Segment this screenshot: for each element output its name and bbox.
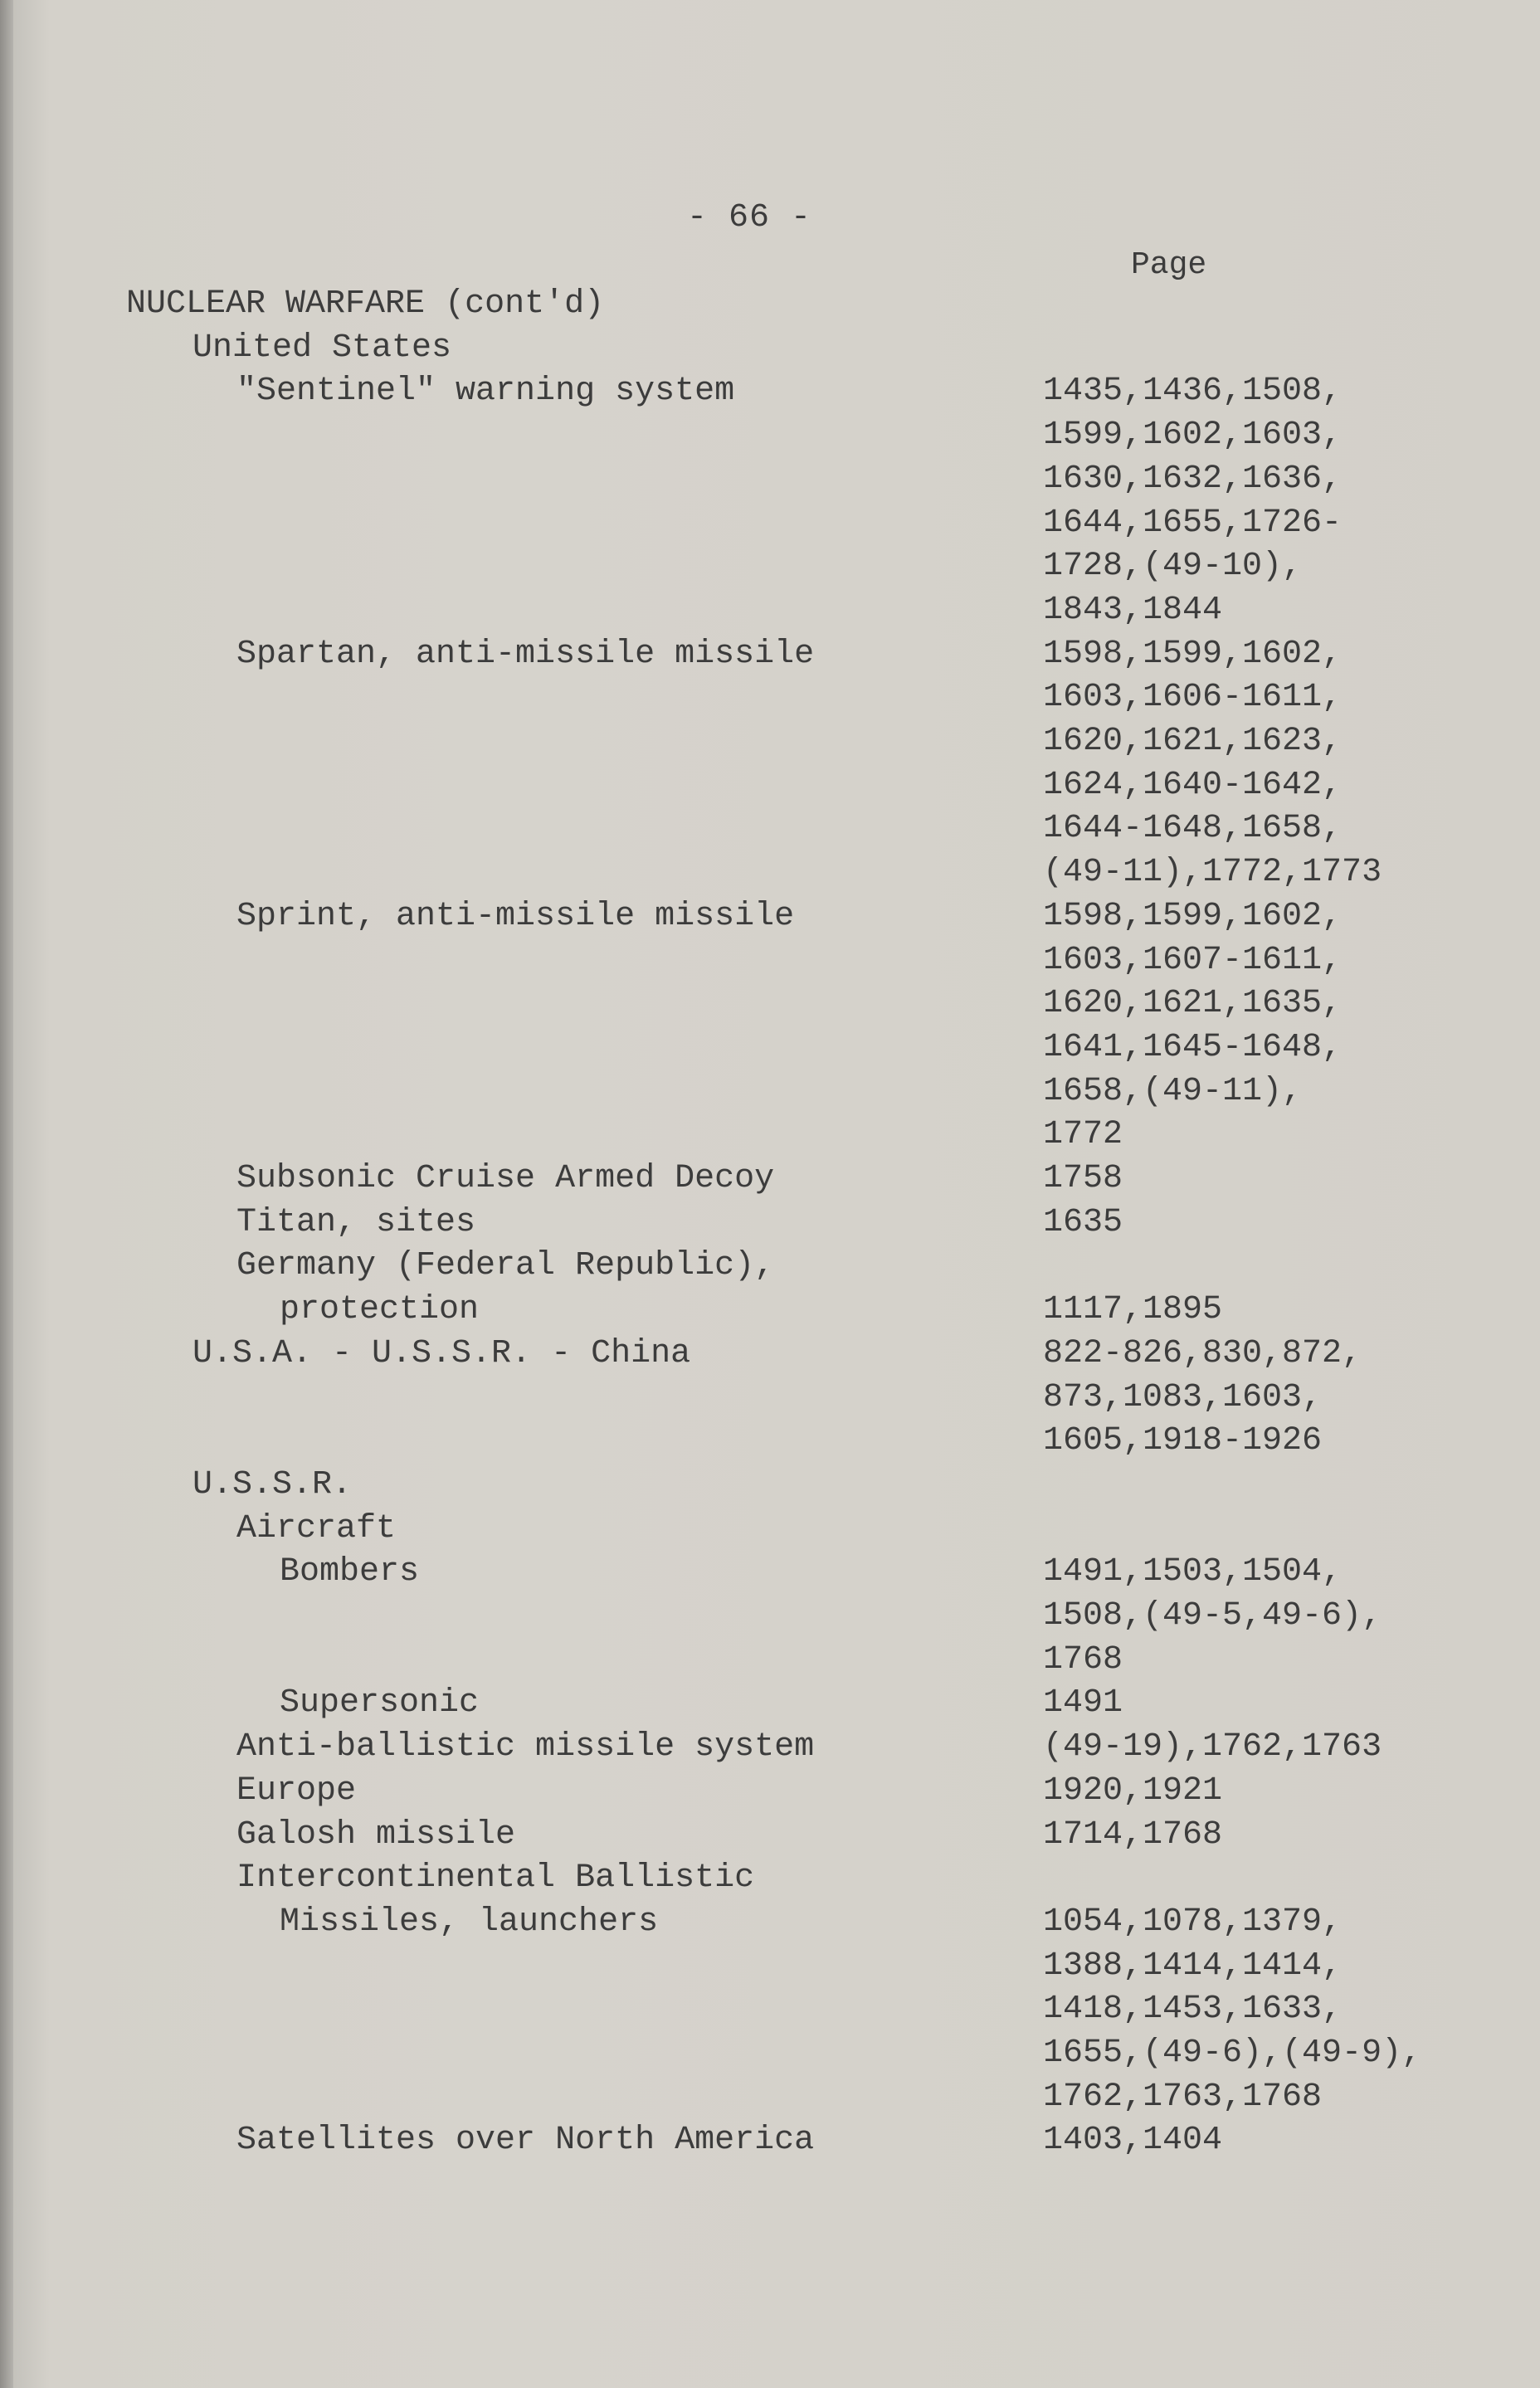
index-pages: 1644,1655,1726- [1043,504,1343,542]
index-pages: 1054,1078,1379, [1043,1903,1343,1941]
index-row [0,1856,1540,1900]
index-pages: 1117,1895 [1043,1291,1223,1329]
index-pages: 1655,(49-6),(49-9), [1043,2035,1422,2072]
index-pages: 1603,1606-1611, [1043,679,1343,717]
index-row [0,675,1540,719]
index-pages: 1624,1640-1642, [1043,766,1343,804]
index-pages: 1508,(49-5,49-6), [1043,1597,1382,1635]
index-pages: 1598,1599,1602, [1043,897,1343,935]
index-row [0,326,1540,370]
index-row [0,938,1540,982]
index-pages: 1491,1503,1504, [1043,1553,1343,1591]
index-row [0,457,1540,501]
index-row [0,719,1540,763]
index-row [0,850,1540,894]
index-row [0,501,1540,545]
index-pages: 1388,1414,1414, [1043,1947,1343,1985]
index-term: Bombers [280,1553,420,1591]
index-pages: 822-826,830,872, [1043,1334,1362,1372]
index-row [0,1376,1540,1420]
index-row [0,588,1540,632]
index-pages: 1641,1645-1648, [1043,1028,1343,1066]
index-pages: 1599,1602,1603, [1043,417,1343,455]
index-term: Europe [236,1772,357,1810]
index-term: Germany (Federal Republic), [236,1247,775,1285]
index-row [0,982,1540,1026]
index-term: Galosh missile [236,1815,516,1854]
index-term: Aircraft [236,1509,397,1547]
index-pages: (49-11),1772,1773 [1043,854,1382,892]
index-row [0,1201,1540,1245]
index-row [0,369,1540,413]
index-term: protection [280,1291,480,1329]
index-term: Intercontinental Ballistic [236,1859,755,1898]
index-pages: 1491 [1043,1684,1123,1723]
index-row [0,1769,1540,1813]
index-pages: 1605,1918-1926 [1043,1422,1323,1460]
index-term: "Sentinel" warning system [236,373,735,411]
index-term: U.S.S.R. [192,1465,353,1503]
index-pages: 1762,1763,1768 [1043,2078,1323,2116]
index-row [0,282,1540,326]
index-pages: 1843,1844 [1043,591,1223,629]
index-row [0,1463,1540,1507]
index-pages: 1620,1621,1635, [1043,985,1343,1023]
index-term: Sprint, anti-missile missile [236,897,795,935]
index-pages: 1620,1621,1623, [1043,723,1343,760]
index-term: Supersonic [280,1684,480,1723]
index-pages: 1758 [1043,1160,1123,1197]
index-pages: 1658,(49-11), [1043,1072,1303,1110]
index-row [0,1813,1540,1857]
index-term: Anti-ballistic missile system [236,1728,815,1767]
index-row [0,1550,1540,1594]
index-row [0,1026,1540,1070]
index-term: Satellites over North America [236,2122,815,2160]
index-pages: (49-19),1762,1763 [1043,1728,1382,1767]
index-pages: 1598,1599,1602, [1043,635,1343,673]
index-row [0,1987,1540,2031]
index-pages: 1603,1607-1611, [1043,941,1343,979]
index-pages: 1772 [1043,1116,1123,1154]
index-row [0,1157,1540,1201]
index-term: NUCLEAR WARFARE (cont'd) [126,285,605,323]
index-term: Missiles, launchers [280,1903,659,1941]
index-row [0,1944,1540,1988]
index-pages: 1920,1921 [1043,1772,1223,1810]
index-term: U.S.A. - U.S.S.R. - China [192,1334,691,1372]
index-row [0,1070,1540,1114]
index-row [0,1594,1540,1638]
index-pages: 1768 [1043,1640,1123,1679]
page-number: - 66 - [687,199,812,236]
index-row [0,1900,1540,1944]
index-pages: 1728,(49-10), [1043,548,1303,586]
index-row [0,807,1540,850]
index-row [0,413,1540,457]
index-row [0,1638,1540,1682]
index-term: Spartan, anti-missile missile [236,635,815,673]
index-row [0,1507,1540,1551]
index-term: Titan, sites [236,1203,476,1241]
index-row [0,1288,1540,1332]
index-row [0,1332,1540,1376]
index-row [0,1681,1540,1725]
index-row [0,1419,1540,1463]
index-pages: 1418,1453,1633, [1043,1991,1343,2029]
index-pages: 1435,1436,1508, [1043,373,1343,411]
index-pages: 1630,1632,1636, [1043,460,1343,498]
index-row [0,1113,1540,1157]
index-row [0,763,1540,807]
index-pages: 873,1083,1603, [1043,1378,1323,1416]
index-row [0,1725,1540,1769]
index-pages: 1403,1404 [1043,2122,1223,2160]
index-row [0,632,1540,676]
index-row [0,2031,1540,2075]
index-row [0,894,1540,938]
index-row [0,1244,1540,1288]
index-pages: 1644-1648,1658, [1043,810,1343,848]
index-row [0,2075,1540,2119]
index-pages: 1714,1768 [1043,1815,1223,1854]
page-column-header: Page [1131,247,1207,283]
index-pages: 1635 [1043,1203,1123,1241]
index-row [0,544,1540,588]
index-term: Subsonic Cruise Armed Decoy [236,1160,775,1197]
index-term: United States [192,329,452,367]
index-row [0,2118,1540,2162]
